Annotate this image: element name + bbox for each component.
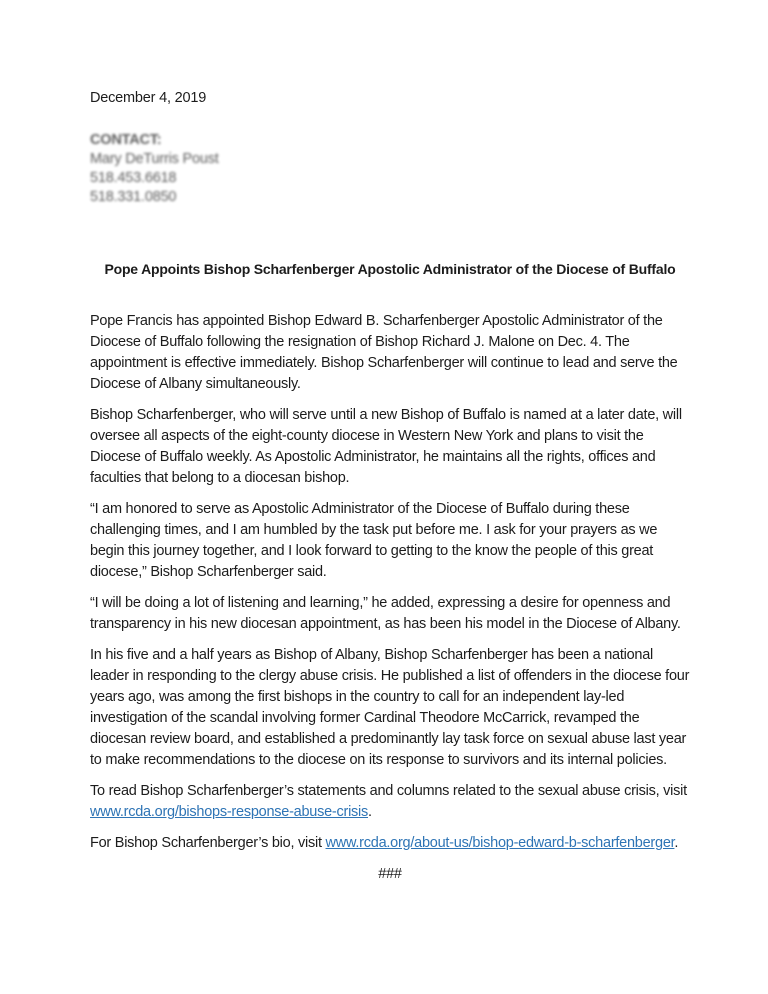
bio-prefix-text: For Bishop Scharfenberger’s bio, visit bbox=[90, 835, 326, 851]
bio-paragraph bbox=[90, 833, 690, 854]
statements-paragraph bbox=[90, 781, 690, 823]
statements-link[interactable]: www.rcda.org/bishops-response-abuse-crisis bbox=[90, 804, 369, 820]
date-line: December 4, 2019 bbox=[90, 90, 207, 106]
bio-suffix-text: . bbox=[674, 835, 679, 851]
contact-phone-1: 518.453.6618 bbox=[90, 170, 177, 186]
body-paragraph-3: “I am honored to serve as Apostolic Administrator of the Diocese of Buffalo during these challenging times, and I am humbled by the task put before me. I ask for your prayers as we begin this journey together, and I look forward to getting to the know the people of this great diocese,” Bishop Scharfenberger said. bbox=[90, 501, 658, 580]
contact-block bbox=[90, 131, 690, 207]
end-mark: ### bbox=[378, 866, 402, 882]
statements-prefix-text: To read Bishop Scharfenberger’s statements and columns related to the sexual abuse crisis, visit bbox=[90, 783, 687, 799]
press-release-content bbox=[90, 88, 690, 885]
bio-link[interactable]: www.rcda.org/about-us/bishop-edward-b-scharfenberger bbox=[325, 835, 675, 851]
statements-suffix-text: . bbox=[368, 804, 372, 820]
headline: Pope Appoints Bishop Scharfenberger Apostolic Administrator of the Diocese of Buffalo bbox=[104, 261, 676, 277]
contact-phone-2: 518.331.0850 bbox=[90, 189, 177, 205]
body-paragraph-1: Pope Francis has appointed Bishop Edward B. Scharfenberger Apostolic Administrator of the Diocese of Buffalo following the resignation of Bishop Richard J. Malone on Dec. 4. The appointment is effective immediately. Bishop Scharfenberger will continue to lead and serve the Diocese of Albany simultaneously. bbox=[90, 313, 678, 392]
contact-label: CONTACT: bbox=[90, 132, 162, 148]
body-paragraph-5: In his five and a half years as Bishop of Albany, Bishop Scharfenberger has been a national leader in responding to the clergy abuse crisis. He published a list of offenders in the diocese four years ago, was among the first bishops in the country to call for an independent lay-led investigation of the scandal involving former Cardinal Theodore McCarrick, revamped the diocesan review board, and established a predominantly lay task force on sexual abuse last year to make recommendations to the diocese on its response to survivors and its internal policies. bbox=[90, 647, 690, 768]
body-copy bbox=[90, 311, 690, 885]
body-paragraph-4: “I will be doing a lot of listening and learning,” he added, expressing a desire for openness and transparency in his new diocesan appointment, as has been his model in the Diocese of Albany. bbox=[90, 595, 681, 632]
body-paragraph-2: Bishop Scharfenberger, who will serve until a new Bishop of Buffalo is named at a later date, will oversee all aspects of the eight-county diocese in Western New York and plans to visit the Diocese of Buffalo weekly. As Apostolic Administrator, he maintains all the rights, offices and faculties that belong to a diocesan bishop. bbox=[90, 407, 682, 486]
contact-name: Mary DeTurris Poust bbox=[90, 151, 219, 167]
